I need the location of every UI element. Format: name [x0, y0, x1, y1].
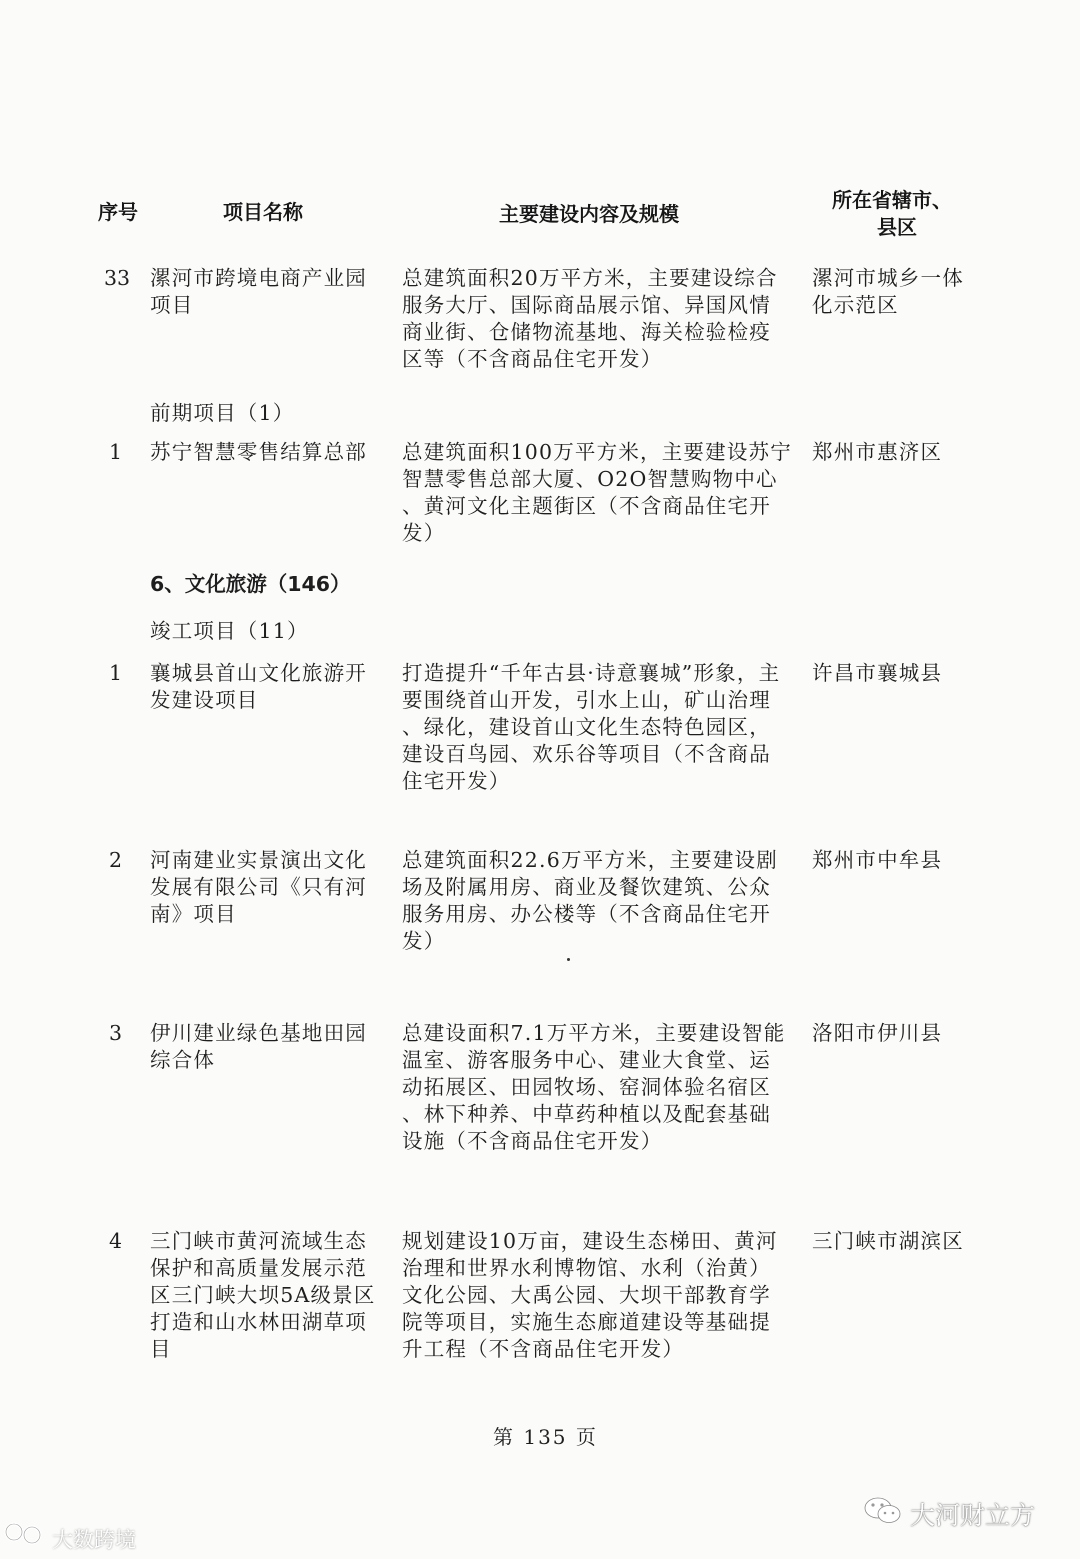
row-number: 2 [109, 848, 123, 872]
header-col-no: 序号 [98, 200, 138, 224]
project-location: 许昌市襄城县 [812, 661, 943, 685]
header-col-location-2: 县区 [877, 215, 917, 239]
project-name: 三门峡市黄河流域生态 保护和高质量发展示范 区三门峡大坝5A级景区 打造和山水林田湖草项 目 [150, 1229, 376, 1361]
row-number: 1 [109, 440, 123, 464]
project-location: 郑州市惠济区 [812, 440, 943, 464]
project-content: 总建设面积7.1万平方米，主要建设智能 温室、游客服务中心、建业大食堂、运 动拓展区、田园牧场、窑洞体验名宿区 、林下种养、中草药种植以及配套基础 设施（不含商品住宅开发） [402, 1021, 786, 1153]
row-number: 33 [104, 266, 131, 290]
project-content: 规划建设10万亩，建设生态梯田、黄河 治理和世界水利博物馆、水利（治黄） 文化公园、大禹公园、大坝干部教育学 院等项目，实施生态廊道建设等基础提 升工程（不含商品住宅开发） [402, 1229, 778, 1361]
row-number: 4 [109, 1229, 123, 1253]
project-name: 河南建业实景演出文化 发展有限公司《只有河 南》项目 [150, 848, 367, 926]
section-label-completed: 竣工项目（11） [150, 619, 309, 643]
logo-icon [2, 1520, 50, 1550]
project-location: 郑州市中牟县 [812, 848, 943, 872]
page-number: 第 135 页 [493, 1425, 598, 1449]
project-content: 总建筑面积22.6万平方米，主要建设剧 场及附属用房、商业及餐饮建筑、公众 服务用房、办公楼等（不含商品住宅开 发） [402, 848, 778, 953]
project-content: 总建筑面积20万平方米，主要建设综合 服务大厅、国际商品展示馆、异国风情 商业街、仓储物流基地、海关检验检疫 区等（不含商品住宅开发） [402, 266, 778, 371]
watermark-right: 大河财立方 [910, 1501, 1036, 1530]
project-name: 漯河市跨境电商产业园 项目 [150, 266, 367, 317]
header-col-content: 主要建设内容及规模 [499, 202, 679, 226]
header-col-location-1: 所在省辖市、 [832, 188, 952, 212]
scan-dot [567, 958, 570, 961]
project-name: 襄城县首山文化旅游开 发建设项目 [150, 661, 367, 712]
project-name: 伊川建业绿色基地田园 综合体 [150, 1021, 367, 1072]
project-content: 总建筑面积100万平方米，主要建设苏宁 智慧零售总部大厦、O2O智慧购物中心 、黄河文化主题街区（不含商品住宅开 发） [402, 440, 792, 545]
category-heading: 6、文化旅游（146） [150, 572, 351, 596]
wechat-icon [862, 1494, 904, 1528]
project-content: 打造提升“千年古县·诗意襄城”形象，主 要围绕首山开发，引水上山，矿山治理 、绿化，建设首山文化生态特色园区， 建设百鸟园、欢乐谷等项目（不含商品 住宅开发） [402, 661, 781, 793]
row-number: 1 [109, 661, 123, 685]
project-location: 洛阳市伊川县 [812, 1021, 943, 1045]
section-label-prelim: 前期项目（1） [150, 401, 295, 425]
project-location: 漯河市城乡一体 化示范区 [812, 266, 964, 317]
row-number: 3 [109, 1021, 123, 1045]
project-location: 三门峡市湖滨区 [812, 1229, 964, 1253]
watermark-left: 大数跨境 [52, 1528, 136, 1552]
header-col-name: 项目名称 [223, 200, 303, 224]
project-name: 苏宁智慧零售结算总部 [150, 440, 367, 464]
